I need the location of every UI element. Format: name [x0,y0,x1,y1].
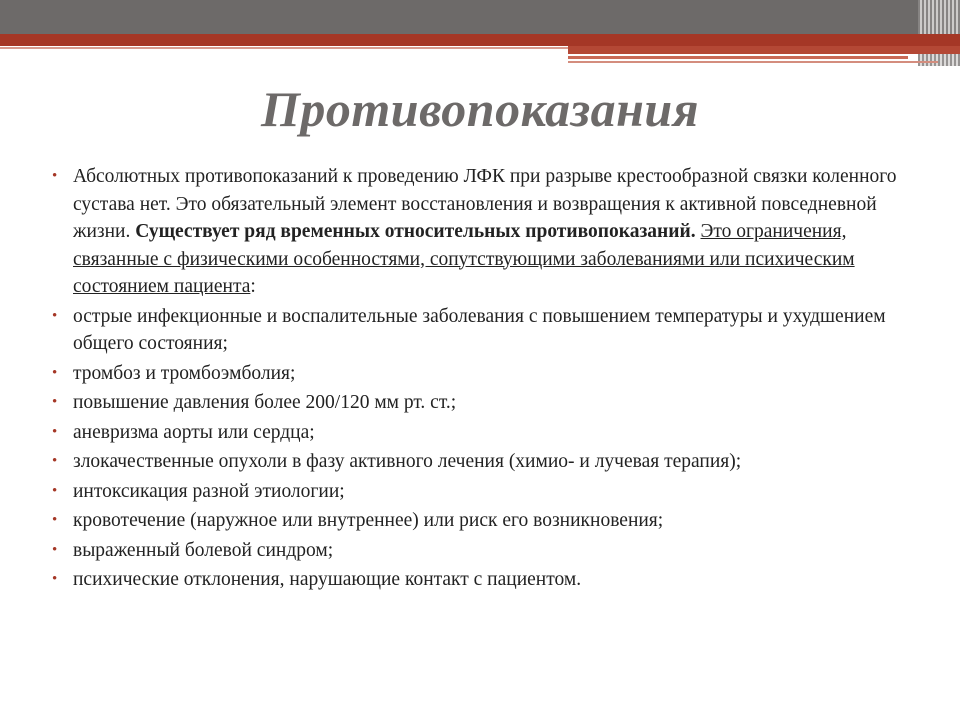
list-item [52,478,912,506]
list-item-text: острые инфекционные и воспалительные заболевания с повышением температуры и ухудшением общего состояния; [73,305,886,354]
list-item-text: тромбоз и тромбоэмболия; [73,362,296,384]
list-item [52,507,912,535]
red-accent-line-right [568,56,908,59]
top-decorative-bar [0,0,960,34]
red-accent-band-right [568,46,960,54]
red-accent-band [0,34,960,46]
bullet-icon: • [52,512,58,528]
red-accent-line-right-lower [568,61,938,63]
bullet-icon: • [52,364,58,381]
list-item-text: выраженный болевой синдром; [73,539,334,561]
list-item-text: повышение давления более 200/120 мм рт. ст.; [73,392,457,413]
list-item [52,419,912,447]
first-item-end: : [250,276,256,297]
bullet-icon: • [52,571,58,587]
slide-content [52,163,912,596]
first-item-underlined-text: Это ограничения, связанные с физическими особенностями, сопутствующими заболеваниями или психическим состоянием пациента [73,221,855,297]
red-accent-thin-line [0,47,568,49]
bullet-icon: • [52,307,58,324]
first-item-text: Абсолютных противопоказаний к проведению ЛФК при разрыве крестообразной связки коленного сустава нет. Это обязательный элемент восстановления и возвращения к активной повседневной жизни. [73,166,897,242]
list-item-text: аневризма аорты или сердца; [73,421,315,443]
list-item [52,389,912,417]
top-right-stripes [918,0,960,66]
contraindication-list [52,303,912,594]
list-item [52,537,912,565]
list-item-text: интоксикация разной этиологии; [73,480,345,502]
bullet-icon: • [52,541,58,558]
list-item [52,163,912,301]
bullet-icon: • [52,394,58,410]
slide-title: Противопоказания [260,81,699,137]
bullet-icon: • [52,482,58,499]
first-item-bold-text: Существует ряд временных относительных противопоказаний. [135,221,696,242]
list-item [52,566,912,594]
bullet-icon: • [52,168,58,184]
list-item [52,448,912,476]
list-item [52,360,912,388]
list-item-text: психические отклонения, нарушающие контакт с пациентом. [73,569,582,590]
list-item [52,303,912,358]
bullet-icon: • [52,423,58,440]
bullet-icon: • [52,453,58,469]
list-item-text: злокачественные опухоли в фазу активного лечения (химио- и лучевая терапия); [73,451,742,472]
list-item-text: кровотечение (наружное или внутреннее) или риск его возникновения; [73,510,664,531]
